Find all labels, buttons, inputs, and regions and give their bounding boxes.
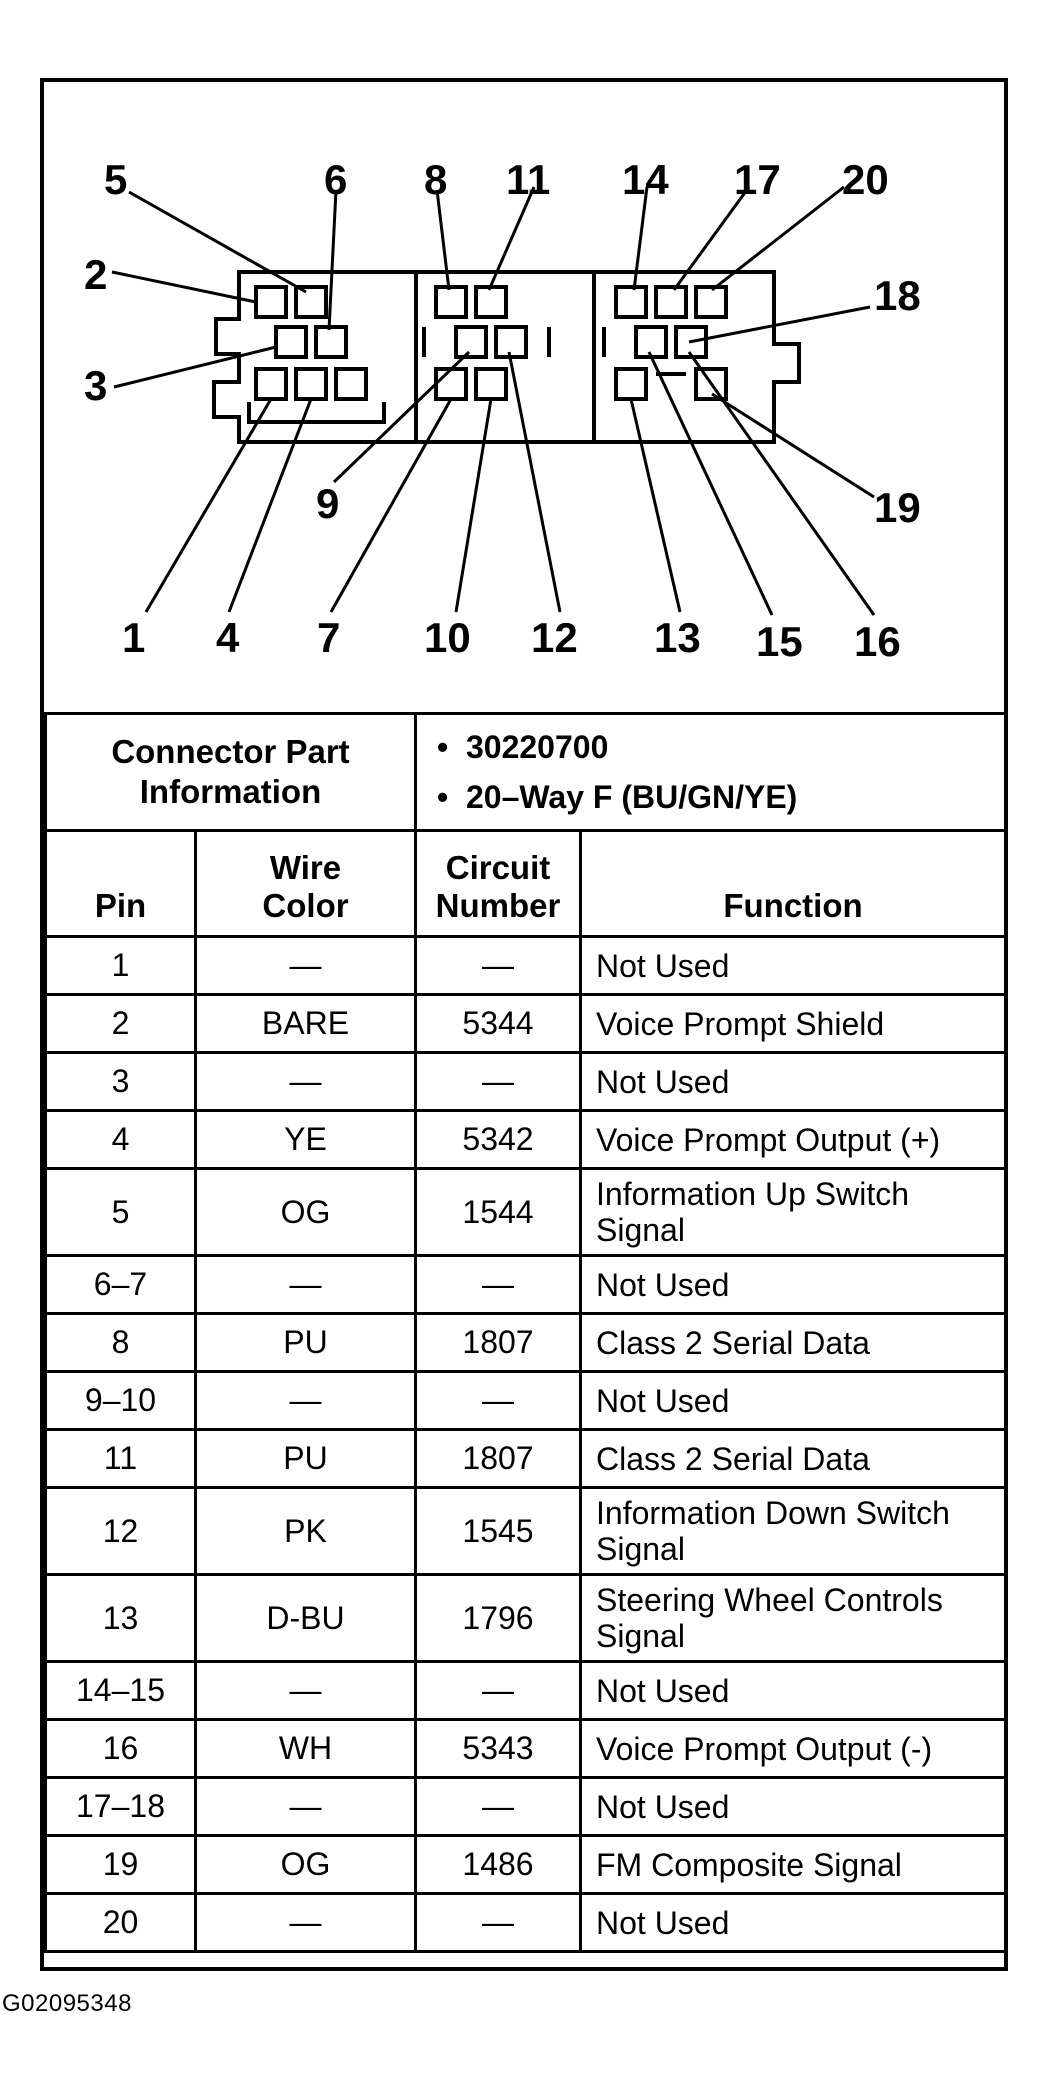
pin-label-1: 1 bbox=[122, 614, 146, 661]
connector-face-drawing bbox=[44, 82, 1004, 712]
wire-color-cell: YE bbox=[196, 1111, 416, 1169]
wire-color-cell: PK bbox=[196, 1488, 416, 1575]
wire-color-cell: — bbox=[196, 1256, 416, 1314]
part-number: 30220700 bbox=[465, 729, 609, 765]
table-row bbox=[46, 1256, 1006, 1314]
pinout-table bbox=[44, 712, 1007, 1953]
wire-color-cell: — bbox=[196, 1053, 416, 1111]
pin-cell: 13 bbox=[46, 1575, 196, 1662]
wire-color-cell: — bbox=[196, 937, 416, 995]
pin-cell: 12 bbox=[46, 1488, 196, 1575]
circuit-number-cell: 1807 bbox=[416, 1430, 581, 1488]
pin-label-8: 8 bbox=[424, 156, 448, 203]
pin-label-12: 12 bbox=[531, 614, 578, 661]
connector-sheet bbox=[40, 78, 1008, 1971]
wire-color-cell: BARE bbox=[196, 995, 416, 1053]
pin-label-13: 13 bbox=[654, 614, 701, 661]
pin-label-19: 19 bbox=[874, 484, 921, 531]
pin-cell: 6–7 bbox=[46, 1256, 196, 1314]
function-cell: Voice Prompt Shield bbox=[581, 995, 1006, 1053]
connector-info-label bbox=[46, 714, 416, 831]
pin-label-15: 15 bbox=[756, 618, 803, 665]
table-row bbox=[46, 995, 1006, 1053]
circuit-number-cell: — bbox=[416, 1053, 581, 1111]
circuit-number-cell: 5344 bbox=[416, 995, 581, 1053]
pin-label-4: 4 bbox=[216, 614, 240, 661]
function-cell: Not Used bbox=[581, 1662, 1006, 1720]
pin-header: Pin bbox=[46, 831, 196, 937]
circuit-number-header-line2: Number bbox=[435, 887, 561, 924]
circuit-number-header-line1: Circuit bbox=[445, 849, 551, 886]
pin-cell: 4 bbox=[46, 1111, 196, 1169]
function-cell: Not Used bbox=[581, 1778, 1006, 1836]
table-row bbox=[46, 1575, 1006, 1662]
circuit-number-cell: — bbox=[416, 937, 581, 995]
circuit-number-cell: — bbox=[416, 1894, 581, 1952]
circuit-number-cell: 5343 bbox=[416, 1720, 581, 1778]
table-row bbox=[46, 1894, 1006, 1952]
pin-label-2: 2 bbox=[84, 251, 108, 298]
function-cell: FM Composite Signal bbox=[581, 1836, 1006, 1894]
pin-label-7: 7 bbox=[317, 614, 341, 661]
function-cell: Not Used bbox=[581, 1894, 1006, 1952]
pin-cell: 8 bbox=[46, 1314, 196, 1372]
circuit-number-header bbox=[416, 831, 581, 937]
pin-label-10: 10 bbox=[424, 614, 471, 661]
wire-color-cell: — bbox=[196, 1894, 416, 1952]
part-number-item: • 30220700 bbox=[437, 729, 609, 765]
table-row bbox=[46, 1720, 1006, 1778]
pin-label-5: 5 bbox=[104, 156, 128, 203]
pin-label-18: 18 bbox=[874, 272, 921, 319]
pin-cell: 14–15 bbox=[46, 1662, 196, 1720]
circuit-number-cell: 1796 bbox=[416, 1575, 581, 1662]
circuit-number-cell: — bbox=[416, 1372, 581, 1430]
table-row bbox=[46, 1111, 1006, 1169]
pin-cell: 16 bbox=[46, 1720, 196, 1778]
pin-cell: 2 bbox=[46, 995, 196, 1053]
wire-color-cell: — bbox=[196, 1662, 416, 1720]
table-row bbox=[46, 937, 1006, 995]
connector-info-label-line2: Information bbox=[139, 773, 322, 810]
wire-color-cell: — bbox=[196, 1778, 416, 1836]
pin-label-17: 17 bbox=[734, 156, 781, 203]
table-row bbox=[46, 1662, 1006, 1720]
wire-color-header bbox=[196, 831, 416, 937]
table-row bbox=[46, 1778, 1006, 1836]
connector-description-item: • 20–Way F (BU/GN/YE) bbox=[437, 779, 798, 815]
wire-color-cell: OG bbox=[196, 1836, 416, 1894]
function-cell: Class 2 Serial Data bbox=[581, 1314, 1006, 1372]
table-row bbox=[46, 1372, 1006, 1430]
function-header: Function bbox=[581, 831, 1006, 937]
pin-label-14: 14 bbox=[622, 156, 669, 203]
connector-info-label-line1: Connector Part bbox=[111, 733, 350, 770]
wire-color-header-line2: Color bbox=[262, 887, 349, 924]
wire-color-header-line1: Wire bbox=[269, 849, 342, 886]
function-cell: Voice Prompt Output (+) bbox=[581, 1111, 1006, 1169]
wire-color-cell: PU bbox=[196, 1430, 416, 1488]
pin-label-16: 16 bbox=[854, 618, 901, 665]
circuit-number-cell: 1545 bbox=[416, 1488, 581, 1575]
function-cell: Not Used bbox=[581, 1372, 1006, 1430]
table-row bbox=[46, 1836, 1006, 1894]
wire-color-cell: WH bbox=[196, 1720, 416, 1778]
table-row bbox=[46, 1314, 1006, 1372]
pin-cell: 11 bbox=[46, 1430, 196, 1488]
wire-color-cell: D-BU bbox=[196, 1575, 416, 1662]
function-cell: Not Used bbox=[581, 1053, 1006, 1111]
figure-id: G02095348 bbox=[2, 1990, 132, 2017]
wire-color-cell: — bbox=[196, 1372, 416, 1430]
pin-cell: 3 bbox=[46, 1053, 196, 1111]
function-cell: Information Down Switch Signal bbox=[581, 1488, 1006, 1575]
table-row bbox=[46, 1430, 1006, 1488]
circuit-number-cell: 5342 bbox=[416, 1111, 581, 1169]
circuit-number-cell: 1807 bbox=[416, 1314, 581, 1372]
pin-cell: 17–18 bbox=[46, 1778, 196, 1836]
pin-cell: 5 bbox=[46, 1169, 196, 1256]
table-row bbox=[46, 1169, 1006, 1256]
function-cell: Information Up Switch Signal bbox=[581, 1169, 1006, 1256]
pin-label-3: 3 bbox=[84, 362, 108, 409]
pin-cell: 9–10 bbox=[46, 1372, 196, 1430]
function-cell: Not Used bbox=[581, 937, 1006, 995]
wire-color-cell: OG bbox=[196, 1169, 416, 1256]
table-row bbox=[46, 1053, 1006, 1111]
circuit-number-cell: — bbox=[416, 1662, 581, 1720]
wire-color-cell: PU bbox=[196, 1314, 416, 1372]
function-cell: Voice Prompt Output (-) bbox=[581, 1720, 1006, 1778]
pin-label-11: 11 bbox=[506, 156, 551, 203]
circuit-number-cell: — bbox=[416, 1256, 581, 1314]
table-row bbox=[46, 1488, 1006, 1575]
table-header-row bbox=[46, 831, 1006, 937]
pin-label-6: 6 bbox=[324, 156, 348, 203]
function-cell: Class 2 Serial Data bbox=[581, 1430, 1006, 1488]
connector-diagram bbox=[44, 82, 1004, 712]
pin-label-9: 9 bbox=[316, 480, 340, 527]
pin-cell: 19 bbox=[46, 1836, 196, 1894]
connector-info-values bbox=[416, 714, 1006, 831]
pin-cell: 20 bbox=[46, 1894, 196, 1952]
function-cell: Steering Wheel Controls Signal bbox=[581, 1575, 1006, 1662]
circuit-number-cell: 1544 bbox=[416, 1169, 581, 1256]
pin-label-20: 20 bbox=[842, 156, 889, 203]
pin-cell: 1 bbox=[46, 937, 196, 995]
function-cell: Not Used bbox=[581, 1256, 1006, 1314]
circuit-number-cell: 1486 bbox=[416, 1836, 581, 1894]
circuit-number-cell: — bbox=[416, 1778, 581, 1836]
connector-description: 20–Way F (BU/GN/YE) bbox=[465, 779, 798, 815]
connector-info-row bbox=[46, 714, 1006, 831]
